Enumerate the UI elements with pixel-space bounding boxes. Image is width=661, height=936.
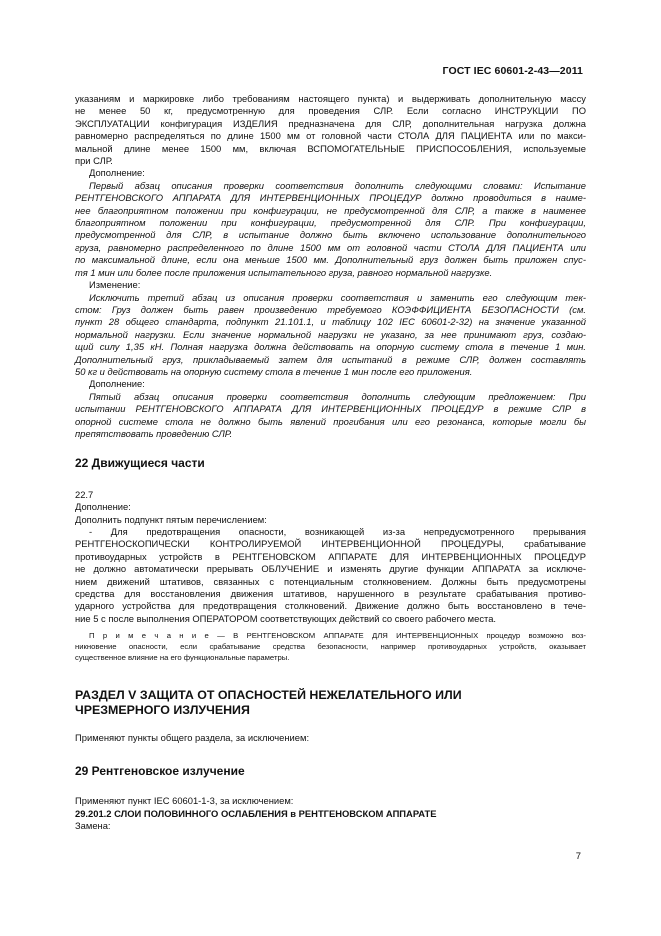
- text-line: нием движений штативов, связанных с потенциальным столкновением. Должны быть предусмотрены: [75, 575, 586, 587]
- amendment-label: Дополнение:: [89, 378, 145, 390]
- paragraph-continuation: [75, 93, 586, 167]
- text-line: по максимальной длине, если она меньше 1500 мм. Дополнительный груз должен быть приложен спус-: [75, 254, 586, 266]
- change-label: Изменение:: [89, 279, 141, 291]
- text-line: груза, равномерно распределенного по длине 1500 мм от головной части СТОЛА ДЛЯ ПАЦИЕНТА или: [75, 241, 586, 253]
- text-line: 50 кг и действовать на опорную систему стола в течение 1 мин после его приложения.: [75, 365, 473, 377]
- page-number: 7: [575, 851, 581, 862]
- section-heading-v: [75, 688, 586, 718]
- text-line: средства для восстановления движения штативов, нарушенного в результате срабатывания противо-: [75, 588, 586, 600]
- text-line: стом: Груз должен быть равен произведению требуемого КОЭФФИЦИЕНТА БЕЗОПАСНОСТИ (см.: [75, 303, 586, 315]
- text-line: благоприятном положении при конфигурации, предусмотренной для СЛР. При конфигурации,: [75, 217, 586, 229]
- note-line: П р и м е ч а н и е — В РЕНТГЕНОВСКОМ АППАРАТЕ ДЛЯ ИНТЕРВЕНЦИОННЫХ процедур возможно воз-: [89, 631, 586, 641]
- text-line: опорной системе стола не должно быть явлений прогибания или его резонанса, которые могли бы: [75, 415, 586, 427]
- text-line: РЕНТГЕНОСКОПИЧЕСКИ КОНТРОЛИРУЕМОЙ ИНТЕРВЕНЦИОННОЙ ПРОЦЕДУРЫ, срабатывание: [75, 538, 586, 550]
- text-line: пункт 28 общего стандарта, подпункт 21.101.1, и таблицу 102 IEC 60601-2-32) на значение указанной: [75, 316, 586, 328]
- enumeration-item: [75, 526, 586, 625]
- text-line: РЕНТГЕНОВСКОГО АППАРАТА ДЛЯ ИНТЕРВЕНЦИОННЫХ ПРОЦЕДУР должно проводиться в наиме-: [75, 192, 586, 204]
- section-heading-line: ЧРЕЗМЕРНОГО ИЗЛУЧЕНИЯ: [75, 702, 250, 717]
- text-line: ударного устройства для предотвращения столкновений. Движение должно быть восстановлено в тече-: [75, 600, 586, 612]
- change-text: [75, 292, 586, 379]
- section-text: Применяют пункты общего раздела, за исключением:: [75, 731, 310, 743]
- clause-title: 29.201.2 СЛОИ ПОЛОВИННОГО ОСЛАБЛЕНИЯ в РЕНТГЕНОВСКОМ АППАРАТЕ: [75, 807, 437, 819]
- section-heading-22: 22 Движущиеся части: [75, 456, 205, 471]
- text-line: Исключить третий абзац из описания проверки соответствия и заменить его следующим тек-: [89, 291, 586, 303]
- text-line: нее благоприятном положении при конфигурации, не предусмотренной для СЛР, а также в наименее: [75, 204, 586, 216]
- amendment-text: [75, 180, 586, 279]
- text-line: щий силу 1,35 кН. Полная нагрузка должна действовать на опорную систему стола в течение 1 мин.: [75, 341, 586, 353]
- amendment-label: Дополнение:: [75, 501, 131, 513]
- section-heading-line: РАЗДЕЛ V ЗАЩИТА ОТ ОПАСНОСТЕЙ НЕЖЕЛАТЕЛЬНОГО ИЛИ: [75, 687, 462, 702]
- text-line: испытании РЕНТГЕНОВСКОГО АППАРАТА ДЛЯ ИНТЕРВЕНЦИОННЫХ ПРОЦЕДУР в режиме СЛР в: [75, 403, 586, 415]
- text-line: Первый абзац описания проверки соответствия дополнить следующими словами: Испытание: [89, 179, 586, 191]
- text-line: равномерно распределяться по длине 1500 мм от головной части СТОЛА ДЛЯ ПАЦИЕНТА или по макси-: [75, 130, 586, 142]
- amendment-text: [75, 391, 586, 441]
- text-line: нормальной нагрузки. Если значение нормальной нагрузки не указано, за нее принимают груз, создаю-: [75, 328, 586, 340]
- text-line: не должно автоматически прерывать ОБЛУЧЕНИЕ и изменять другие функции АППАРАТА за исключе-: [75, 563, 586, 575]
- amendment-label: Дополнение:: [89, 167, 145, 179]
- text-line: не менее 50 кг, предусмотренную для проведения СЛР. Если согласно ИНСТРУКЦИИ ПО: [75, 105, 586, 117]
- text-line: указаниям и маркировке либо требованиям настоящего пункта) и выдерживать дополнительную массу: [75, 93, 586, 104]
- text-line: Дополнительный груз, прикладываемый затем для испытаний в режиме СЛР, должен составлять: [75, 353, 586, 365]
- text-line: при СЛР.: [75, 155, 113, 167]
- text-line: ние 5 с после выполнения ОПЕРАТОРОМ соответствующих действий со своего рабочего места.: [75, 612, 497, 624]
- text-line: противоударных устройств в РЕНТГЕНОВСКОМ АППАРАТЕ ДЛЯ ИНТЕРВЕНЦИОННЫХ ПРОЦЕДУР: [75, 550, 586, 562]
- text-line: препятствовать проведению СЛР.: [75, 427, 233, 439]
- note-line: существенное влияние на его функциональные параметры.: [75, 652, 290, 662]
- document-header: ГОСТ IEC 60601-2-43—2011: [442, 65, 583, 77]
- clause-number: 22.7: [75, 488, 94, 500]
- text-line: мальной длине менее 1500 мм, включая ВСПОМОГАТЕЛЬНЫЕ ПРИСПОСОБЛЕНИЯ, используемые: [75, 142, 586, 154]
- note-line: никновение опасности, если срабатывание средства безопасности, например противоударных устройств, оказывает: [75, 642, 586, 652]
- text-line: предусмотренной для СЛР, в испытание должно быть включено использование дополнительного: [75, 229, 586, 241]
- replacement-label: Замена:: [75, 820, 111, 832]
- text-line: тя 1 мин или более после приложения испытательного груза, равного нормальной нагрузке.: [75, 266, 493, 278]
- text-line: - Для предотвращения опасности, возникающей из-за непредусмотренного прерывания: [89, 526, 586, 537]
- page-content: [75, 93, 586, 833]
- amendment-intro: Дополнить подпункт пятым перечислением:: [75, 513, 267, 525]
- text-line: ЭКСПЛУАТАЦИИ конфигурация ИЗДЕЛИЯ предназначена для СЛР, дополнительная нагрузка должна: [75, 117, 586, 129]
- section-text: Применяют пункт IEC 60601-1-3, за исключением:: [75, 795, 294, 807]
- note: [75, 631, 586, 663]
- text-line: Пятый абзац описания проверки соответствия дополнить следующим предложением: При: [89, 390, 586, 402]
- section-heading-29: 29 Рентгеновское излучение: [75, 764, 245, 779]
